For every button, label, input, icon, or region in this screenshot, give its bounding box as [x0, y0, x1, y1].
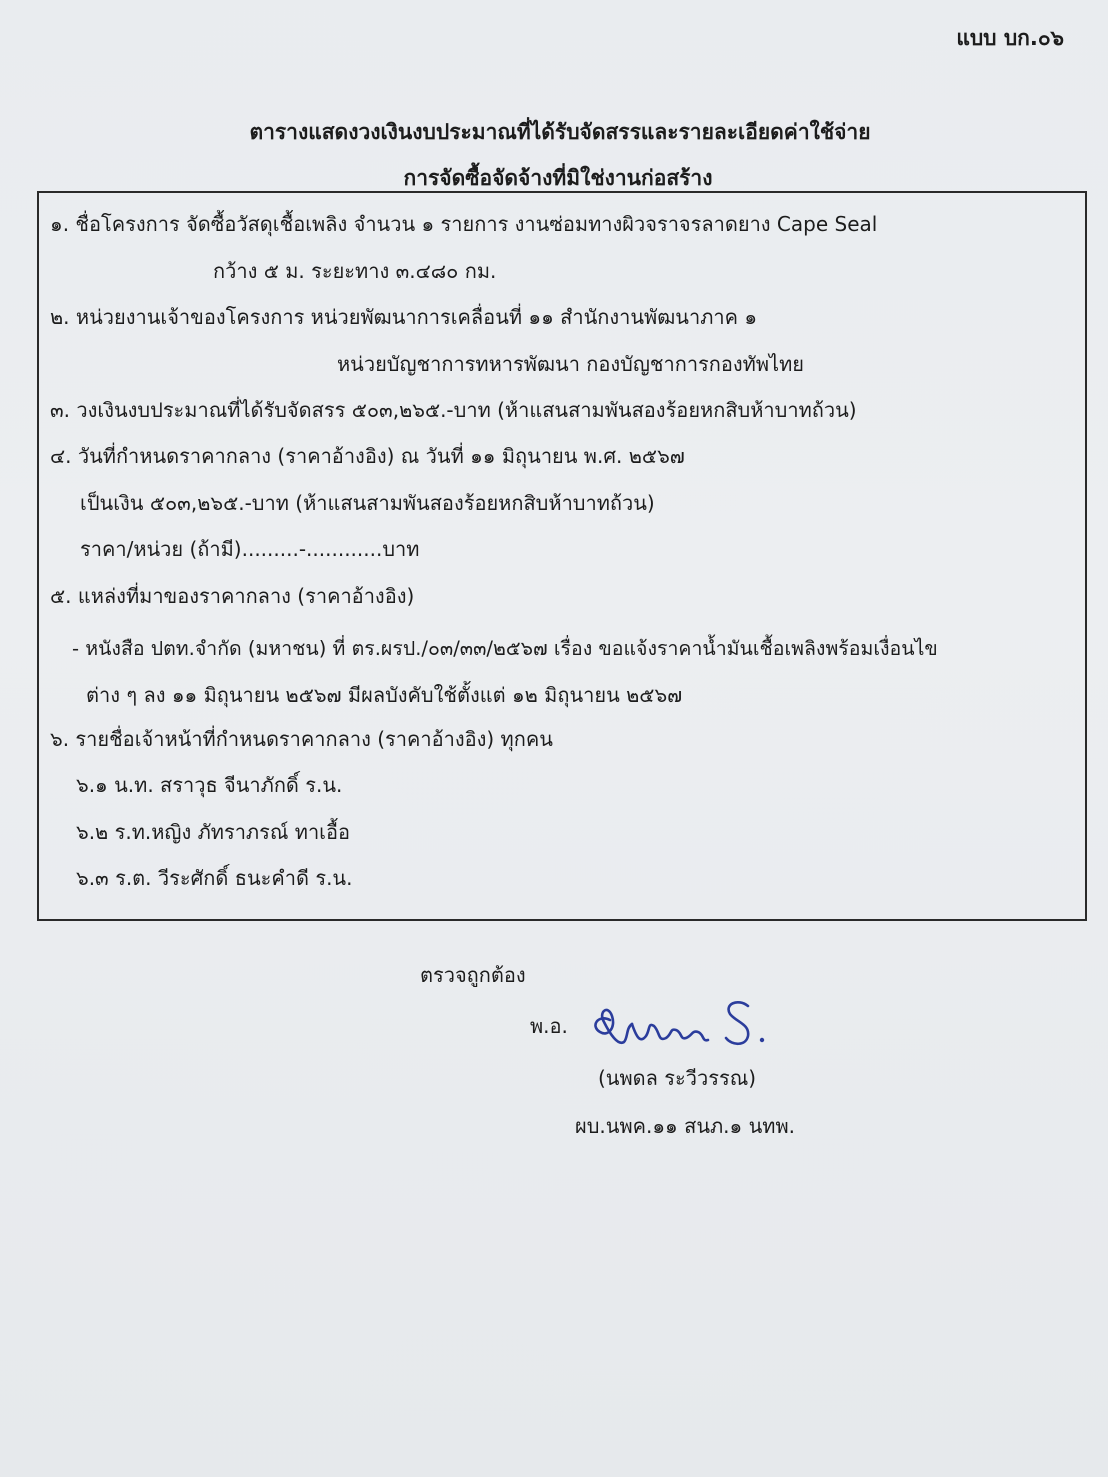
item-project-name: ๑. ชื่อโครงการ จัดซื้อวัสดุเชื้อเพลิง จำนวน ๑ รายการ งานซ่อมทางผิวจราจรลาดยาง Cape Seal: [50, 212, 878, 236]
official-3: ๖.๓ ร.ต. วีระศักดิ์ ธนะคำดี ร.น.: [76, 866, 353, 890]
official-1: ๖.๑ น.ท. สราวุธ จีนาภักดิ์ ร.น.: [76, 773, 343, 797]
signer-position: ผบ.นพค.๑๑ สนภ.๑ นทพ.: [575, 1114, 795, 1138]
item-source-detail-cont: ต่าง ๆ ลง ๑๑ มิถุนายน ๒๕๖๗ มีผลบังคับใช้ตั้งแต่ ๑๒ มิถุนายน ๒๕๖๗: [86, 683, 683, 707]
signer-name: (นพดล ระวีวรรณ): [598, 1066, 757, 1090]
item-project-name-cont: กว้าง ๕ ม. ระยะทาง ๓.๔๘๐ กม.: [213, 259, 497, 283]
item-median-price-amount: เป็นเงิน ๕๐๓,๒๖๕.-บาท (ห้าแสนสามพันสองร้อยหกสิบห้าบาทถ้วน): [80, 491, 655, 515]
verification-label: ตรวจถูกต้อง: [420, 963, 526, 987]
item-median-price-date: ๔. วันที่กำหนดราคากลาง (ราคาอ้างอิง) ณ วันที่ ๑๑ มิถุนายน พ.ศ. ๒๕๖๗: [50, 444, 685, 468]
item-source-heading: ๕. แหล่งที่มาของราคากลาง (ราคาอ้างอิง): [50, 584, 415, 608]
document-title-line-1: ตารางแสดงวงเงินงบประมาณที่ได้รับจัดสรรและรายละเอียดค่าใช้จ่าย: [249, 120, 871, 144]
item-budget: ๓. วงเงินงบประมาณที่ได้รับจัดสรร ๕๐๓,๒๖๕.-บาท (ห้าแสนสามพันสองร้อยหกสิบห้าบาทถ้วน): [50, 398, 857, 422]
item-median-price-unit: ราคา/หน่วย (ถ้ามี).........-............บาท: [80, 537, 420, 561]
item-officials-heading: ๖. รายชื่อเจ้าหน้าที่กำหนดราคากลาง (ราคาอ้างอิง) ทุกคน: [50, 727, 553, 751]
item-agency-cont: หน่วยบัญชาการทหารพัฒนา กองบัญชาการกองทัพไทย: [337, 352, 805, 376]
form-code: แบบ บก.๐๖: [956, 26, 1064, 50]
item-source-detail: - หนังสือ ปตท.จำกัด (มหาชน) ที่ ตร.ผรป./๐๓/๓๓/๒๕๖๗ เรื่อง ขอแจ้งราคาน้ำมันเชื้อเพลิงพร้อมเงื่อนไข: [72, 637, 938, 660]
signer-rank: พ.อ.: [530, 1014, 568, 1038]
document-title-line-2: การจัดซื้อจัดจ้างที่มิใช่งานก่อสร้าง: [403, 166, 713, 190]
official-2: ๖.๒ ร.ท.หญิง ภัทราภรณ์ ทาเอื้อ: [76, 820, 351, 844]
item-agency: ๒. หน่วยงานเจ้าของโครงการ หน่วยพัฒนาการเคลื่อนที่ ๑๑ สำนักงานพัฒนาภาค ๑: [50, 305, 758, 329]
handwritten-signature: [588, 992, 778, 1062]
